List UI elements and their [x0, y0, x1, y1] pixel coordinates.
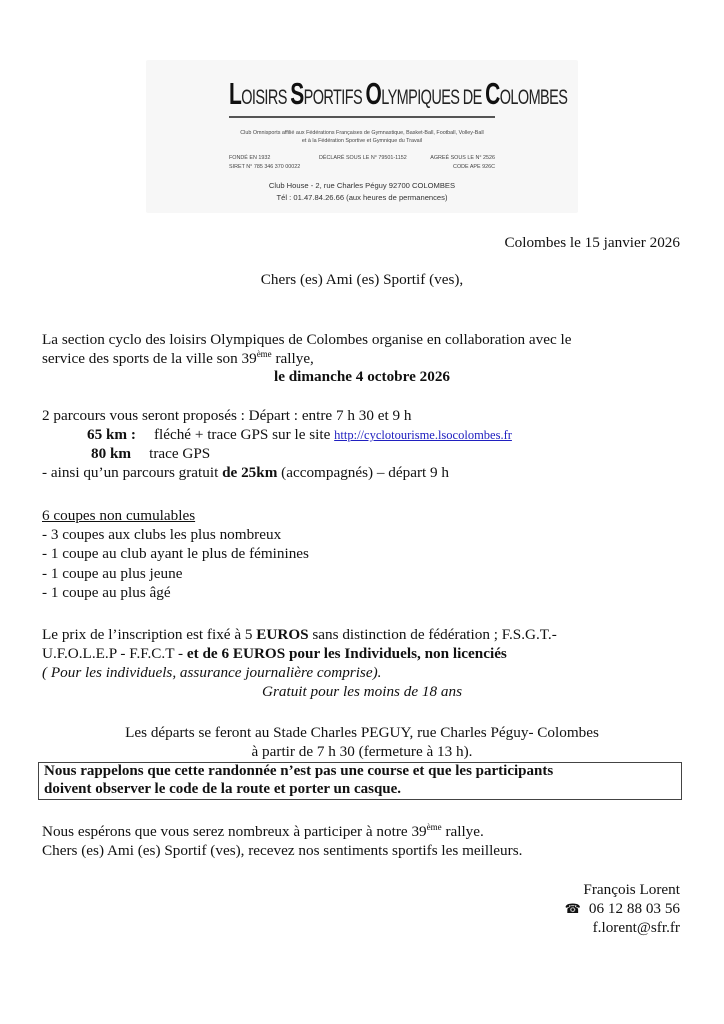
- closing-line-2: Chers (es) Ami (es) Sportif (ves), recevez nos sentiments sportifs les meilleurs.: [42, 842, 523, 859]
- intro-line-1: La section cyclo des loisirs Olympiques de Colombes organise en collaboration avec le: [42, 331, 572, 348]
- closing-text: rallye.: [441, 823, 484, 840]
- price-text: U.F.O.L.E.P - F.F.C.T -: [42, 645, 187, 662]
- cup-item: - 1 coupe au plus âgé: [42, 584, 171, 601]
- route-distance: 65 km :: [87, 426, 136, 443]
- departure-line-2: à partir de 7 h 30 (fermeture à 13 h).: [251, 743, 473, 760]
- signature-phone-row: [565, 899, 680, 918]
- intro-text: service des sports de la ville son 39: [42, 350, 257, 367]
- signature-email[interactable]: f.lorent@sfr.fr: [592, 919, 680, 936]
- logo-cap: O: [365, 78, 382, 112]
- intro-text: rallye,: [271, 350, 314, 367]
- intro-line-2: [42, 349, 314, 368]
- club-address: Club House - 2, rue Charles Péguy 92700 COLOMBES: [268, 181, 456, 190]
- route-description: fléché + trace GPS sur le site: [153, 426, 331, 443]
- closing-line-1: [42, 822, 484, 841]
- affiliation-line-1: Club Omnisports affilié aux Fédérations Françaises de Gymnastique, Basket-Ball, Football, Volley-Ball: [240, 130, 484, 136]
- individual-price: et de 6 EUROS pour les Individuels, non licenciés: [186, 645, 507, 662]
- safety-notice-line-2: doivent observer le code de la route et porter un casque.: [44, 781, 402, 797]
- founded-text: FONDÉ EN 1932: [229, 155, 271, 161]
- siret-text: SIRET N° 785 346 370 00022: [229, 164, 301, 170]
- free-under-18: Gratuit pour les moins de 18 ans: [262, 683, 462, 700]
- price-line-2: [42, 644, 507, 663]
- safety-notice-box: [38, 762, 682, 800]
- free-route: [42, 463, 449, 482]
- cup-item: - 3 coupes aux clubs les plus nombreux: [42, 526, 282, 543]
- price-text: Le prix de l’inscription est fixé à 5: [42, 626, 257, 643]
- route-80km: [91, 444, 210, 463]
- price-line-1: [42, 625, 557, 644]
- ordinal-suffix: ème: [426, 822, 442, 832]
- affiliation-line-2: et à la Fédération Sportive et Gymnique du Travail: [301, 138, 423, 144]
- route-65km: [87, 425, 512, 445]
- routes-intro: 2 parcours vous seront proposés : Départ : entre 7 h 30 et 9 h: [42, 407, 412, 424]
- route-description: trace GPS: [149, 445, 211, 462]
- letter-date: Colombes le 15 janvier 2026: [504, 234, 680, 251]
- logo-word: LYMPIQUES DE: [381, 86, 482, 110]
- price-note: ( Pour les individuels, assurance journalière comprise).: [42, 664, 382, 681]
- ape-code-text: CODE APE 926C: [453, 164, 495, 170]
- letterhead: [146, 60, 578, 213]
- safety-notice-line-1: Nous rappelons que cette randonnée n’est pas une course et que les participants: [44, 763, 554, 779]
- logo-word: OISIRS: [241, 86, 287, 110]
- signature-phone: 06 12 88 03 56: [588, 900, 680, 917]
- free-route-text: - ainsi qu’un parcours gratuit: [42, 464, 223, 481]
- club-phone: Tél : 01.47.84.26.66 (aux heures de permanences): [276, 193, 448, 202]
- logo-word: OLOMBES: [499, 86, 568, 110]
- route-distance: 80 km: [91, 445, 132, 462]
- departure-line-1: Les départs se feront au Stade Charles PEGUY, rue Charles Péguy- Colombes: [125, 724, 599, 741]
- price-text: sans distinction de fédération ; F.S.G.T.-: [308, 626, 557, 643]
- greeting: Chers (es) Ami (es) Sportif (ves),: [260, 271, 464, 288]
- cups-title: 6 coupes non cumulables: [42, 507, 196, 524]
- route-website-link[interactable]: http://cyclotourisme.lsocolombes.fr: [334, 428, 512, 442]
- free-route-text: (accompagnés) – départ 9 h: [277, 464, 450, 481]
- cup-item: - 1 coupe au plus jeune: [42, 565, 183, 582]
- telephone-icon: ☎: [564, 901, 581, 916]
- signature-name: François Lorent: [583, 881, 680, 898]
- logo-cap: C: [485, 78, 500, 112]
- closing-text: Nous espérons que vous serez nombreux à participer à notre 39: [42, 823, 427, 840]
- free-route-distance: de 25km: [222, 464, 278, 481]
- price-currency: EUROS: [256, 626, 309, 643]
- logo-word: PORTIFS: [303, 86, 363, 110]
- ordinal-suffix: ème: [256, 349, 272, 359]
- logo-underline: [229, 116, 495, 118]
- cup-item: - 1 coupe au club ayant le plus de féminines: [42, 545, 309, 562]
- agreed-text: AGREÉ SOUS LE N° 2526: [430, 155, 495, 161]
- club-logo-text: [229, 78, 568, 113]
- logo-cap: S: [290, 78, 304, 112]
- logo-cap: L: [229, 78, 242, 112]
- event-date: le dimanche 4 octobre 2026: [273, 368, 451, 385]
- declared-text: DÉCLARÉ SOUS LE N° 79501-1152: [319, 155, 407, 161]
